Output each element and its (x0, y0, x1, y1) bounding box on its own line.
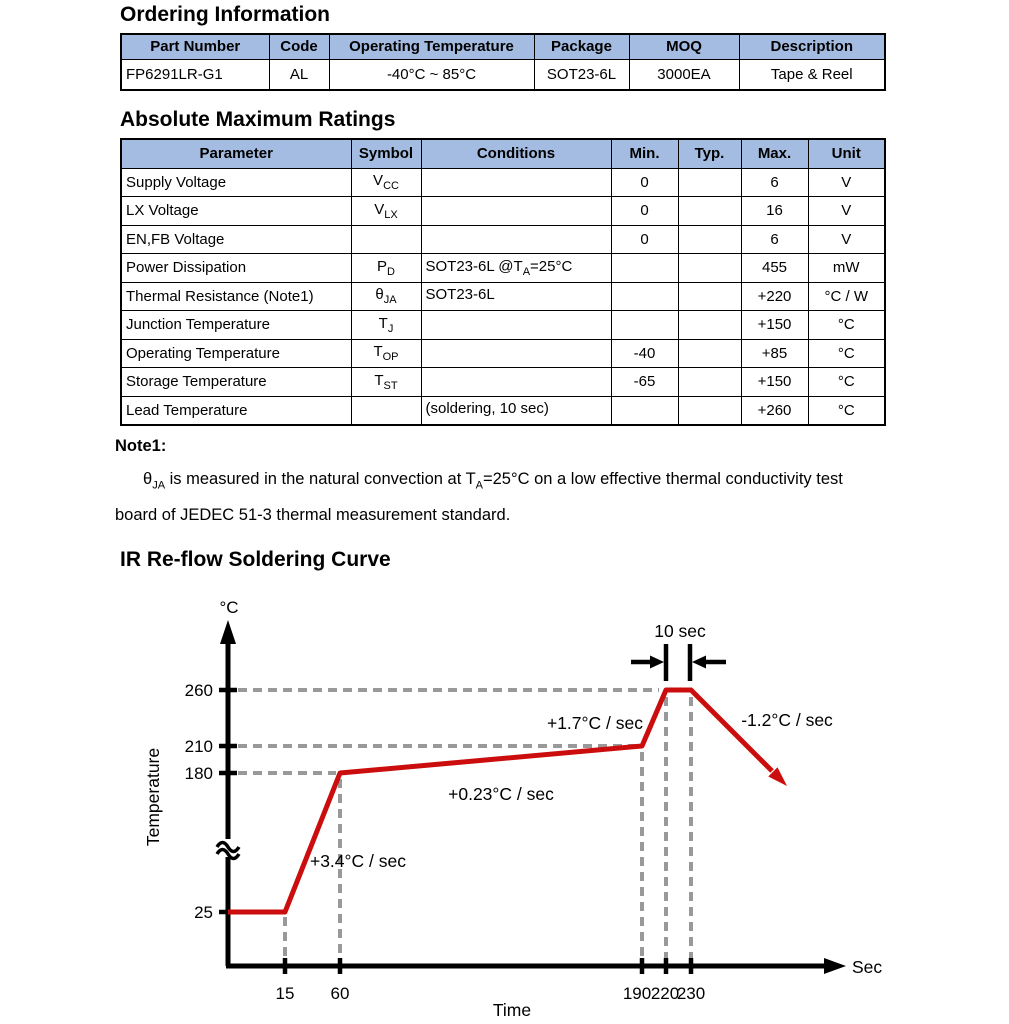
col-unit: Unit (808, 139, 885, 168)
cell-max: 455 (741, 254, 808, 283)
x-tick-label-220: 220 (650, 984, 680, 1003)
col-min: Min. (611, 139, 678, 168)
cool-rate-label: -1.2°C / sec (741, 710, 833, 730)
y-tick-label-260: 260 (184, 681, 213, 700)
soak-rate-label: +0.23°C / sec (448, 784, 554, 804)
cell-symbol (351, 339, 421, 368)
cell-conditions (421, 197, 611, 226)
cell-max: 16 (741, 197, 808, 226)
cell-parameter: Lead Temperature (121, 396, 351, 425)
ordering-data-row (121, 59, 885, 90)
cell-min (611, 311, 678, 340)
ramp-rate-label: +1.7°C / sec (546, 713, 644, 733)
table-row (121, 311, 885, 340)
cell-min: 0 (611, 197, 678, 226)
col-part-number: Part Number (121, 34, 269, 59)
cell-typ (678, 254, 741, 283)
cell-parameter: Thermal Resistance (Note1) (121, 282, 351, 311)
symbol-sub: OP (382, 351, 399, 364)
y-axis-unit-label: °C (219, 598, 239, 617)
x-axis-unit-label: Sec (852, 957, 883, 977)
cell-unit: °C (808, 339, 885, 368)
col-operating-temperature: Operating Temperature (329, 34, 534, 59)
col-parameter: Parameter (121, 139, 351, 168)
table-row (121, 254, 885, 283)
col-description: Description (739, 34, 885, 59)
cell-unit: mW (808, 254, 885, 283)
reflow-soldering-curve-chart (0, 578, 1009, 1024)
x-tick-label-60: 60 (330, 984, 350, 1003)
cell-symbol (351, 254, 421, 283)
table-row (121, 282, 885, 311)
amr-header-row (121, 139, 885, 168)
cell-typ (678, 168, 741, 197)
cell-conditions (421, 339, 611, 368)
cell-unit: °C (808, 396, 885, 425)
cell-conditions (421, 168, 611, 197)
table-row (121, 368, 885, 397)
note1-label: Note1: (115, 437, 167, 455)
y-tick-label-25: 25 (194, 903, 213, 922)
note1-text-line2: board of JEDEC 51-3 thermal measurement standard. (115, 506, 511, 525)
symbol-base: T (374, 371, 384, 389)
table-row (121, 197, 885, 226)
absolute-maximum-ratings-section (120, 108, 886, 426)
cell-typ (678, 225, 741, 254)
cell-conditions: (soldering, 10 sec) (421, 396, 611, 425)
absolute-maximum-ratings-table (120, 138, 886, 426)
cell-symbol (351, 197, 421, 226)
preheat-rate-label: +3.4°C / sec (309, 851, 407, 871)
cell-typ (678, 339, 741, 368)
cell-max: +220 (741, 282, 808, 311)
cell-typ (678, 197, 741, 226)
x-tick-label-230: 230 (676, 984, 706, 1003)
cell-max: +150 (741, 311, 808, 340)
cell-package: SOT23-6L (534, 59, 629, 90)
col-max: Max. (741, 139, 808, 168)
ordering-information-section (120, 3, 886, 91)
cell-conditions (421, 368, 611, 397)
col-code: Code (269, 34, 329, 59)
cell-parameter: Storage Temperature (121, 368, 351, 397)
cell-min (611, 254, 678, 283)
cell-conditions: SOT23-6L $@T_A=25^\circ C$ (421, 254, 611, 283)
symbol-sub: J (387, 322, 394, 335)
y-tick-label-210: 210 (184, 737, 213, 756)
cell-typ (678, 396, 741, 425)
note1-text-line1: $\theta_{JA}$ is measured in the natural convection at $T_A=25^\circ C$ on a low effective thermal conductivity test (143, 470, 843, 492)
table-row (121, 225, 885, 254)
cell-unit: °C (808, 311, 885, 340)
symbol-base: T (373, 343, 383, 361)
cell-symbol (351, 396, 421, 425)
cell-unit: °C / W (808, 282, 885, 311)
symbol-base: V (374, 200, 385, 218)
cell-description: Tape & Reel (739, 59, 885, 90)
cell-typ (678, 311, 741, 340)
symbol-base: T (378, 314, 388, 332)
cell-unit: V (808, 225, 885, 254)
cell-max: +85 (741, 339, 808, 368)
x-axis-arrow-icon (824, 958, 846, 974)
cell-max: 6 (741, 168, 808, 197)
cell-min (611, 396, 678, 425)
cell-symbol (351, 282, 421, 311)
cell-min: 0 (611, 168, 678, 197)
x-axis-title: Time (492, 1000, 532, 1020)
cell-max: 6 (741, 225, 808, 254)
cell-parameter: EN,FB Voltage (121, 225, 351, 254)
cell-conditions: SOT23-6L (421, 282, 611, 311)
col-package: Package (534, 34, 629, 59)
cell-symbol (351, 225, 421, 254)
section-title-reflow: IR Re-flow Soldering Curve (120, 548, 391, 571)
cell-symbol (351, 168, 421, 197)
cell-parameter: Supply Voltage (121, 168, 351, 197)
cell-max: +150 (741, 368, 808, 397)
section-title-ordering: Ordering Information (120, 3, 330, 26)
table-row (121, 396, 885, 425)
cell-max: +260 (741, 396, 808, 425)
symbol-sub: D (387, 265, 395, 278)
cell-symbol (351, 368, 421, 397)
x-tick-label-15: 15 (275, 984, 295, 1003)
cell-code: AL (269, 59, 329, 90)
col-symbol: Symbol (351, 139, 421, 168)
y-tick-label-180: 180 (184, 764, 213, 783)
col-typ: Typ. (678, 139, 741, 168)
cell-parameter: Operating Temperature (121, 339, 351, 368)
cell-min: -40 (611, 339, 678, 368)
arrow-right-icon (650, 656, 664, 669)
section-title-abs-max: Absolute Maximum Ratings (120, 108, 396, 131)
cell-moq: 3000EA (629, 59, 739, 90)
hold-time-label: 10 sec (654, 621, 706, 641)
ordering-header-row (121, 34, 885, 59)
ordering-table (120, 33, 886, 91)
cell-typ (678, 282, 741, 311)
col-moq: MOQ (629, 34, 739, 59)
y-axis-title: Temperature (143, 747, 163, 847)
cell-unit: °C (808, 368, 885, 397)
symbol-sub: LX (384, 208, 398, 221)
x-tick-label-190: 190 (622, 984, 652, 1003)
col-conditions: Conditions (421, 139, 611, 168)
cell-unit: V (808, 168, 885, 197)
cell-parameter: Power Dissipation (121, 254, 351, 283)
cell-conditions (421, 225, 611, 254)
symbol-sub: JA (383, 294, 397, 307)
symbol-base: V (373, 172, 384, 190)
symbol-base: P (377, 257, 388, 275)
cell-min: 0 (611, 225, 678, 254)
table-row (121, 168, 885, 197)
cell-operating-temperature: -40°C ~ 85°C (329, 59, 534, 90)
cell-typ (678, 368, 741, 397)
cell-unit: V (808, 197, 885, 226)
cell-parameter: LX Voltage (121, 197, 351, 226)
hold-time-annotation (631, 621, 726, 681)
arrow-left-icon (692, 656, 706, 669)
table-row (121, 339, 885, 368)
symbol-sub: CC (383, 180, 399, 193)
cell-parameter: Junction Temperature (121, 311, 351, 340)
note1-block (115, 437, 915, 530)
symbol-sub: ST (383, 379, 398, 392)
symbol-base: θ (375, 286, 384, 304)
y-axis-arrow-icon (220, 620, 236, 644)
cell-min: -65 (611, 368, 678, 397)
cell-symbol (351, 311, 421, 340)
cell-conditions (421, 311, 611, 340)
cell-min (611, 282, 678, 311)
cell-part-number: FP6291LR-G1 (121, 59, 269, 90)
y-axis-break (214, 839, 242, 859)
